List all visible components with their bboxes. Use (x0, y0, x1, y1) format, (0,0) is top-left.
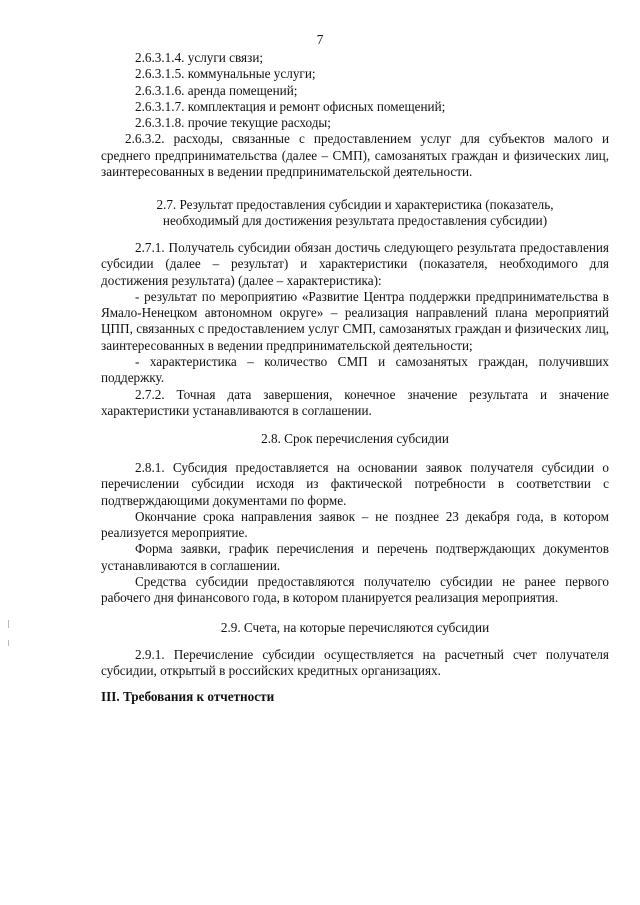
paragraph-2-9-1: 2.9.1. Перечисление субсидии осуществляется на расчетный счет получателя субсидии, открытый в российских кредитных организациях. (101, 647, 609, 679)
section-3-heading (101, 689, 609, 705)
section-2-7-body (101, 240, 609, 419)
paragraph-2-6-3-2: 2.6.3.2. расходы, связанные с предоставлением услуг для субъектов малого и среднего предпринимательства (далее – СМП), самозанятых граждан и физических лиц, заинтересованных в ведении предпринимательской деятельности. (101, 131, 609, 180)
section-title: 2.7. Результат предоставления субсидии и характеристика (показатель, необходимый для достижения результата предоставления субсидии) (156, 197, 554, 229)
list-item: 2.6.3.1.7. комплектация и ремонт офисных помещений; (135, 98, 446, 114)
paragraph-form: Форма заявки, график перечисления и перечень подтверждающих документов устанавливаются в соглашении. (101, 541, 609, 573)
section-2-9-body (101, 647, 609, 680)
list-item: 2.6.3.1.6. аренда помещений; (135, 82, 298, 98)
list-item: 2.6.3.1.4. услуги связи; (135, 50, 264, 65)
paragraph-2-8-1: 2.8.1. Субсидия предоставляется на основании заявок получателя субсидии о перечислении субсидии исходя из фактической потребности в соответствии с подтверждающими документами по форме. (101, 460, 609, 508)
section-title: 2.9. Счета, на которые перечисляются субсидии (220, 620, 490, 635)
paragraph-2-7-1: 2.7.1. Получатель субсидии обязан достичь следующего результата предоставления субсидии (далее – результат) и характеристики (показателя, необходимого для достижения результата) (далее – характеристика): (101, 240, 609, 288)
list-item: 2.6.3.1.8. прочие текущие расходы; (135, 115, 331, 131)
section-2-7-heading (120, 197, 590, 230)
list-item: 2.6.3.1.5. коммунальные услуги; (135, 66, 316, 82)
section-2-8-body (101, 460, 609, 607)
scan-margin-mark (8, 640, 9, 646)
section-title: 2.8. Срок перечисления субсидии (261, 431, 449, 446)
section-2-9-heading (101, 620, 609, 636)
paragraph-deadline: Окончание срока направления заявок – не позднее 23 декабря года, в котором реализуется мероприятие. (101, 508, 609, 541)
paragraph-funds: Средства субсидии предоставляются получателю субсидии не ранее первого рабочего дня финансового года, в котором планируется реализация мероприятия. (101, 574, 609, 606)
subsection-list (101, 50, 609, 180)
paragraph-2-7-2: 2.7.2. Точная дата завершения, конечное значение результата и значение характеристики устанавливаются в соглашении. (101, 386, 609, 418)
section-title-bold: III. Требования к отчетности (101, 689, 275, 704)
paragraph-characteristic: - характеристика – количество СМП и самозанятых граждан, получивших поддержку. (101, 354, 609, 386)
page-number: 7 (316, 32, 324, 47)
scan-margin-mark (8, 620, 9, 628)
paragraph-result: - результат по мероприятию «Развитие Центра поддержки предпринимательства в Ямало-Ненецком автономном округе» – реализация направлений плана мероприятий ЦПП, связанных с предоставлением услуг СМП, самозанятых граждан и физических лиц, заинтересованных в ведении предпринимательской деятельности; (101, 288, 609, 353)
section-2-8-heading (101, 431, 609, 447)
